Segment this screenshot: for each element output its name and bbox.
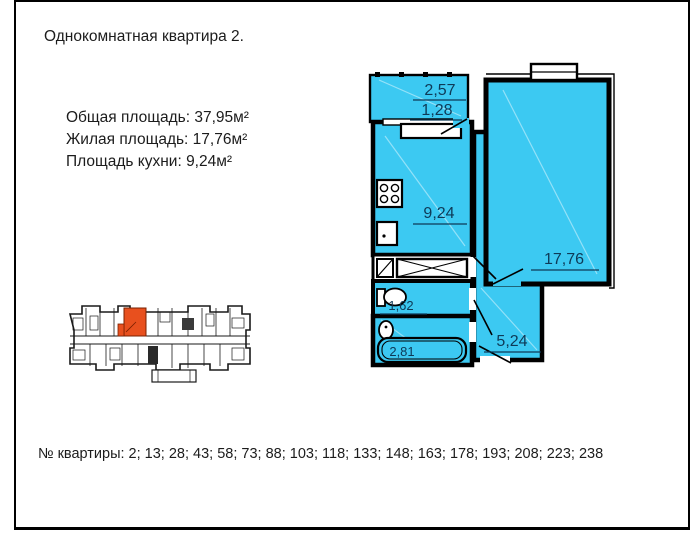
kitchen-label: 9,24 bbox=[423, 205, 455, 222]
stove-icon bbox=[377, 180, 402, 207]
balcony-reduced-label: 1,28 bbox=[421, 102, 453, 119]
area-summary bbox=[66, 107, 249, 173]
kitchen-area-text: Площадь кухни: 9,24м² bbox=[66, 153, 233, 170]
living-area-text: Жилая площадь: 17,76м² bbox=[66, 131, 248, 148]
hallway-label: 5,24 bbox=[496, 333, 528, 350]
kitchen-window-sill bbox=[401, 124, 461, 138]
sink-icon bbox=[377, 222, 397, 245]
apartment-numbers-text: № квартиры: 2; 13; 28; 43; 58; 73; 88; 103; 118; 133; 148; 163; 178; 193; 208; 223; 238 bbox=[38, 446, 604, 462]
entrance-porch bbox=[152, 370, 196, 382]
washbasin-icon bbox=[379, 321, 393, 339]
balcony-total-label: 2,57 bbox=[424, 82, 456, 99]
lift-shaft bbox=[182, 318, 194, 330]
toilet-label: 1,62 bbox=[388, 298, 414, 313]
total-area-text: Общая площадь: 37,95м² bbox=[66, 109, 249, 126]
building-overview-plan bbox=[60, 288, 260, 392]
living-room-label: 17,76 bbox=[543, 251, 585, 268]
apartment-floor-plan bbox=[353, 50, 645, 398]
page-title: Однокомнатная квартира 2. bbox=[44, 28, 244, 45]
bathroom-label: 2,81 bbox=[389, 344, 415, 359]
stair-shaft bbox=[148, 346, 158, 364]
